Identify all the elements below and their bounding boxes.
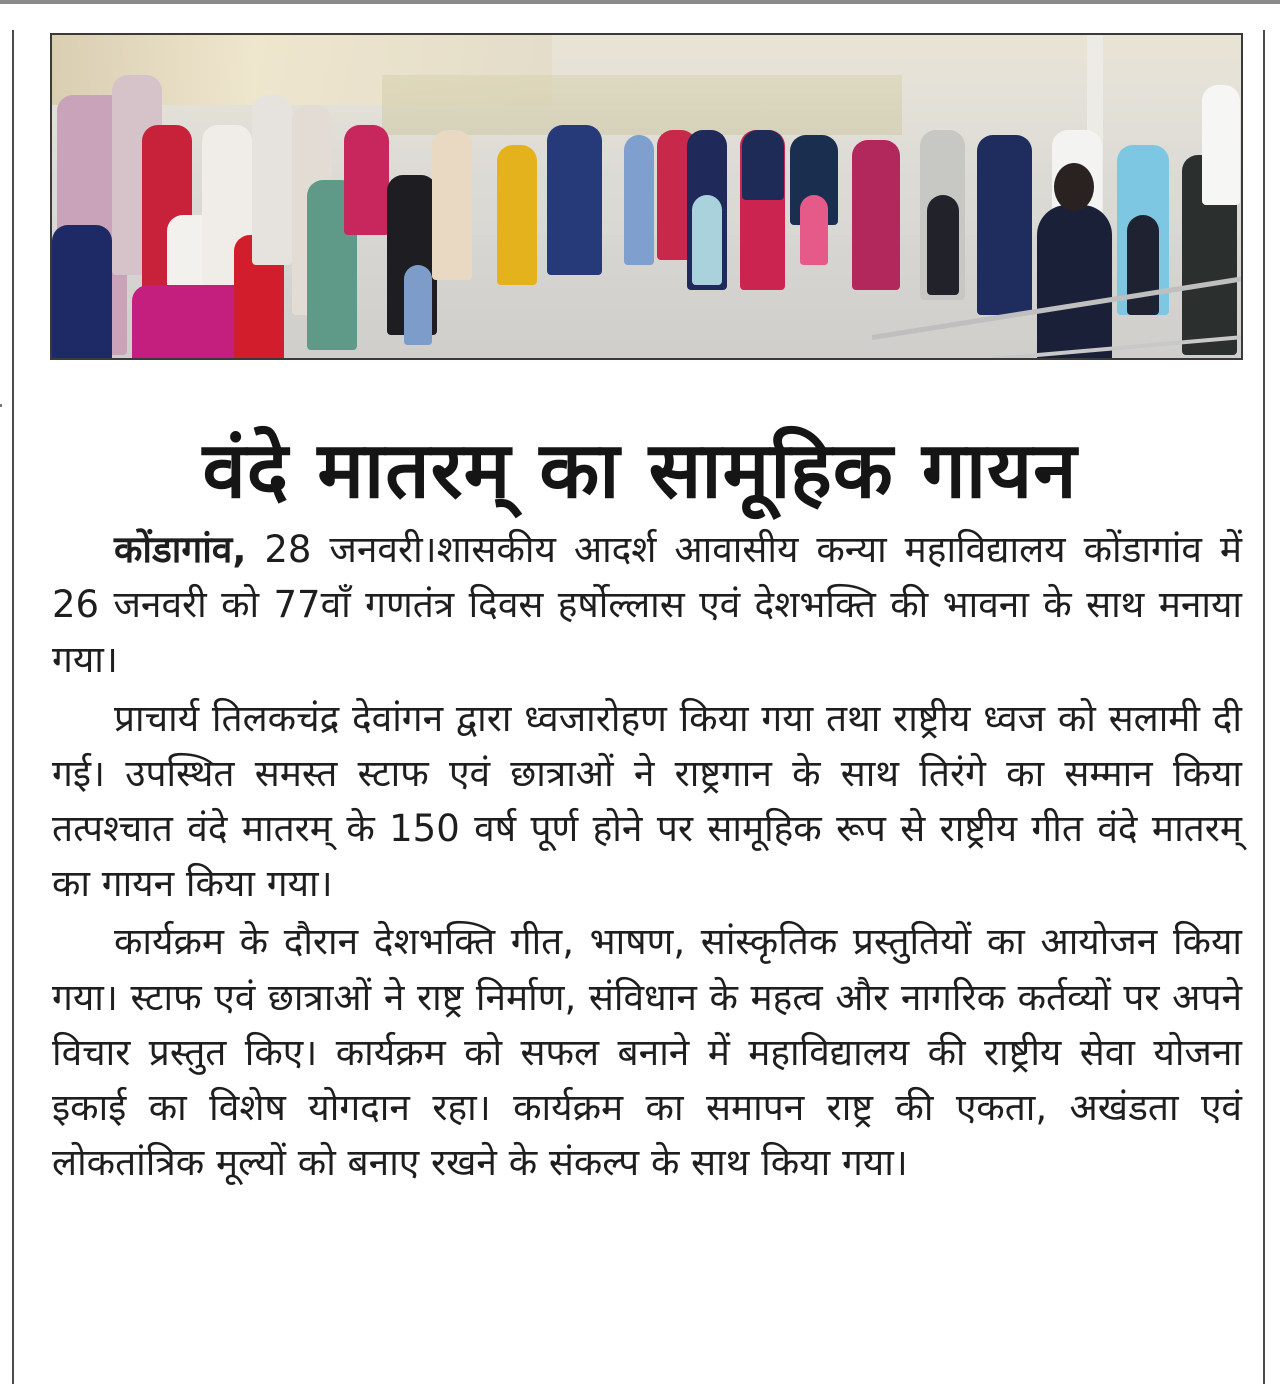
photo-background-hedge xyxy=(382,75,902,135)
article-paragraph-2: प्राचार्य तिलकचंद्र देवांगन द्वारा ध्वजारोहण किया गया तथा राष्ट्रीय ध्वज को सलामी दी गई। उपस्थित समस्त स्टाफ एवं छात्राओं ने राष्ट्रगान के साथ तिरंगे का सम्मान किया तत्पश्चात वंदे मातरम् के 150 वर्ष पूर्ण होने पर सामूहिक रूप से राष्ट्रीय गीत वंदे मातरम् का गायन किया गया। xyxy=(52,696,1242,906)
dateline-place: कोंडागांव, xyxy=(114,528,247,571)
article-paragraph-1 xyxy=(52,522,1242,688)
photo-person xyxy=(742,130,784,200)
edge-mark xyxy=(0,404,2,407)
headline: वंदे मातरम् का सामूहिक गायन xyxy=(202,426,1078,516)
photo-person xyxy=(977,135,1032,315)
photo-person xyxy=(252,95,292,265)
photo-person xyxy=(624,135,654,265)
article-body xyxy=(52,522,1242,1190)
photo-person xyxy=(497,145,537,285)
photo-person xyxy=(52,225,112,360)
photo-person xyxy=(1127,215,1159,315)
photo-person xyxy=(1202,85,1240,205)
column-rule-right xyxy=(1263,30,1265,1384)
photo-person xyxy=(692,195,722,285)
news-photo xyxy=(50,33,1243,360)
photo-person-head xyxy=(1054,163,1094,211)
photo-person xyxy=(800,195,828,265)
photo-person xyxy=(927,195,959,295)
paragraph-text: शासकीय आदर्श आवासीय कन्या महाविद्यालय कोंडागांव में 26 जनवरी को 77वाँ गणतंत्र दिवस हर्षोल्लास एवं देशभक्ति की भावना के साथ मनाया गया। xyxy=(52,528,1242,682)
dateline-date: 28 जनवरी। xyxy=(246,528,437,571)
photo-person xyxy=(852,140,900,290)
photo-person xyxy=(547,125,602,275)
photo-person xyxy=(344,125,389,235)
top-border-band xyxy=(0,0,1280,4)
photo-person-foreground xyxy=(1037,205,1112,360)
article-paragraph-3: कार्यक्रम के दौरान देशभक्ति गीत, भाषण, सांस्कृतिक प्रस्तुतियों का आयोजन किया गया। स्टाफ एवं छात्राओं ने राष्ट्र निर्माण, संविधान के महत्व और नागरिक कर्तव्यों पर अपने विचार प्रस्तुत किए। कार्यक्रम को सफल बनाने में महाविद्यालय की राष्ट्रीय सेवा योजना इकाई का विशेष योगदान रहा। कार्यक्रम का समापन राष्ट्र की एकता, अखंडता एवं लोकतांत्रिक मूल्यों को बनाए रखने के संकल्प के साथ किया गया। xyxy=(52,920,1242,1185)
photo-person xyxy=(404,265,432,345)
column-rule-left xyxy=(12,30,14,1384)
photo-person xyxy=(432,130,472,280)
